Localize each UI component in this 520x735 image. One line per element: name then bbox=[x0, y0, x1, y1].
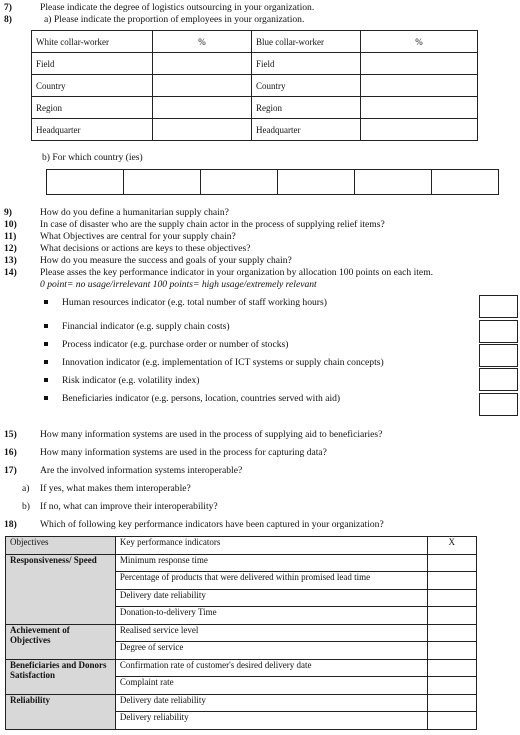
kpi-cell: Confirmation rate of customer's desired delivery date bbox=[115, 659, 427, 677]
kpi-item: Process indicator (e.g. purchase order or number of stocks) bbox=[44, 339, 288, 350]
bullet-icon bbox=[44, 342, 48, 346]
question-number: 8) bbox=[4, 14, 12, 25]
bullet-icon bbox=[44, 396, 48, 400]
percent-input-cell[interactable] bbox=[361, 53, 478, 75]
kpi-cell: Donation-to-delivery Time bbox=[115, 607, 427, 625]
kpi-item: Human resources indicator (e.g. total number of staff working hours) bbox=[44, 297, 327, 308]
objective-cell: Reliability bbox=[6, 694, 116, 729]
bullet-icon bbox=[44, 324, 48, 328]
score-input-box[interactable] bbox=[479, 344, 518, 367]
question-text: How many information systems are used in the process for capturing data? bbox=[40, 447, 327, 458]
percent-input-cell[interactable] bbox=[153, 97, 252, 119]
table-row bbox=[6, 659, 477, 677]
kpi-table bbox=[5, 536, 477, 730]
question-number: 17) bbox=[4, 465, 17, 476]
table-row bbox=[6, 694, 477, 712]
checkbox-cell[interactable] bbox=[427, 677, 476, 695]
checkbox-cell[interactable] bbox=[427, 624, 476, 642]
question-number: 13) bbox=[4, 255, 17, 266]
question-number: 16) bbox=[4, 447, 17, 458]
score-input-box[interactable] bbox=[479, 368, 518, 391]
sub-question-number: a) bbox=[22, 483, 30, 494]
score-input-box[interactable] bbox=[479, 295, 518, 318]
table-cell: Headquarter bbox=[252, 119, 361, 141]
country-box[interactable] bbox=[124, 170, 201, 194]
percent-input-cell[interactable] bbox=[361, 97, 478, 119]
kpi-cell: Percentage of products that were delivered within promised lead time bbox=[115, 572, 427, 590]
percent-input-cell[interactable] bbox=[153, 119, 252, 141]
checkbox-cell[interactable] bbox=[427, 607, 476, 625]
table-header: X bbox=[427, 537, 476, 555]
table-cell: Country bbox=[252, 75, 361, 97]
kpi-cell: Delivery reliability bbox=[115, 712, 427, 730]
question-number: 9) bbox=[4, 207, 12, 218]
country-box[interactable] bbox=[278, 170, 355, 194]
question-number: 7) bbox=[4, 2, 12, 13]
question-number: 14) bbox=[4, 267, 17, 278]
checkbox-cell[interactable] bbox=[427, 589, 476, 607]
kpi-cell: Minimum response time bbox=[115, 554, 427, 572]
scoring-note: 0 point= no usage/irrelevant 100 points= high usage/extremely relevant bbox=[40, 279, 317, 290]
checkbox-cell[interactable] bbox=[427, 712, 476, 730]
percent-input-cell[interactable] bbox=[153, 53, 252, 75]
bullet-icon bbox=[44, 360, 48, 364]
question-text: How many information systems are used in the process of supplying aid to beneficiaries? bbox=[40, 429, 383, 440]
employee-table bbox=[31, 30, 478, 141]
question-text: Are the involved information systems interoperable? bbox=[40, 465, 243, 476]
kpi-item: Risk indicator (e.g. volatility index) bbox=[44, 375, 199, 386]
checkbox-cell[interactable] bbox=[427, 694, 476, 712]
bullet-icon bbox=[44, 300, 48, 304]
objective-cell: Achievement of Objectives bbox=[6, 624, 116, 659]
checkbox-cell[interactable] bbox=[427, 554, 476, 572]
table-cell: Country bbox=[32, 75, 153, 97]
question-text: How do you define a humanitarian supply chain? bbox=[40, 207, 229, 218]
table-cell: % bbox=[361, 31, 478, 53]
table-cell: Region bbox=[32, 97, 153, 119]
sub-question-number: b) bbox=[22, 501, 30, 512]
kpi-cell: Delivery date reliability bbox=[115, 589, 427, 607]
sub-question-text: If no, what can improve their interoperability? bbox=[40, 501, 218, 512]
table-cell: Blue collar-worker bbox=[252, 31, 361, 53]
table-row bbox=[6, 554, 477, 572]
score-input-box[interactable] bbox=[479, 393, 518, 416]
question-subtext: b) For which country (ies) bbox=[42, 152, 143, 163]
question-text: What Objectives are central for your supply chain? bbox=[40, 231, 236, 242]
objective-cell: Responsiveness/ Speed bbox=[6, 554, 116, 624]
checkbox-cell[interactable] bbox=[427, 642, 476, 660]
question-text: What decisions or actions are keys to these objectives? bbox=[40, 243, 251, 254]
kpi-cell: Realised service level bbox=[115, 624, 427, 642]
table-cell: Headquarter bbox=[32, 119, 153, 141]
question-text: Which of following key performance indicators have been captured in your organization? bbox=[40, 519, 384, 530]
percent-input-cell[interactable] bbox=[361, 75, 478, 97]
percent-input-cell[interactable] bbox=[153, 75, 252, 97]
question-text: How do you measure the success and goals of your supply chain? bbox=[40, 255, 292, 266]
country-box[interactable] bbox=[355, 170, 432, 194]
question-number: 12) bbox=[4, 243, 17, 254]
kpi-item: Financial indicator (e.g. supply chain costs) bbox=[44, 321, 230, 332]
question-subtext: a) Please indicate the proportion of employees in your organization. bbox=[44, 14, 305, 25]
country-box[interactable] bbox=[201, 170, 278, 194]
checkbox-cell[interactable] bbox=[427, 572, 476, 590]
table-row bbox=[6, 624, 477, 642]
kpi-item: Innovation indicator (e.g. implementation of ICT systems or supply chain concepts) bbox=[44, 357, 384, 368]
question-number: 18) bbox=[4, 519, 17, 530]
question-text: In case of disaster who are the supply chain actor in the process of supplying relief items? bbox=[40, 219, 385, 230]
kpi-cell: Degree of service bbox=[115, 642, 427, 660]
table-header: Objectives bbox=[6, 537, 116, 555]
table-cell: Field bbox=[252, 53, 361, 75]
table-cell: % bbox=[153, 31, 252, 53]
table-header: Key performance indicators bbox=[115, 537, 427, 555]
table-cell: White collar-worker bbox=[32, 31, 153, 53]
country-box[interactable] bbox=[432, 170, 498, 194]
question-text: Please indicate the degree of logistics outsourcing in your organization. bbox=[40, 2, 315, 13]
country-box[interactable] bbox=[47, 170, 124, 194]
score-input-box[interactable] bbox=[479, 320, 518, 343]
objective-cell: Beneficiaries and Donors Satisfaction bbox=[6, 659, 116, 694]
country-input-boxes bbox=[46, 169, 499, 195]
kpi-item: Beneficiaries indicator (e.g. persons, location, countries served with aid) bbox=[44, 393, 340, 404]
question-number: 11) bbox=[4, 231, 17, 242]
kpi-cell: Delivery date reliability bbox=[115, 694, 427, 712]
kpi-cell: Complaint rate bbox=[115, 677, 427, 695]
sub-question-text: If yes, what makes them interoperable? bbox=[40, 483, 191, 494]
table-cell: Field bbox=[32, 53, 153, 75]
question-number: 15) bbox=[4, 429, 17, 440]
question-number: 10) bbox=[4, 219, 17, 230]
question-text: Please asses the key performance indicator in your organization by allocation 100 points on each item. bbox=[40, 267, 434, 278]
table-cell: Region bbox=[252, 97, 361, 119]
checkbox-cell[interactable] bbox=[427, 659, 476, 677]
percent-input-cell[interactable] bbox=[361, 119, 478, 141]
bullet-icon bbox=[44, 378, 48, 382]
